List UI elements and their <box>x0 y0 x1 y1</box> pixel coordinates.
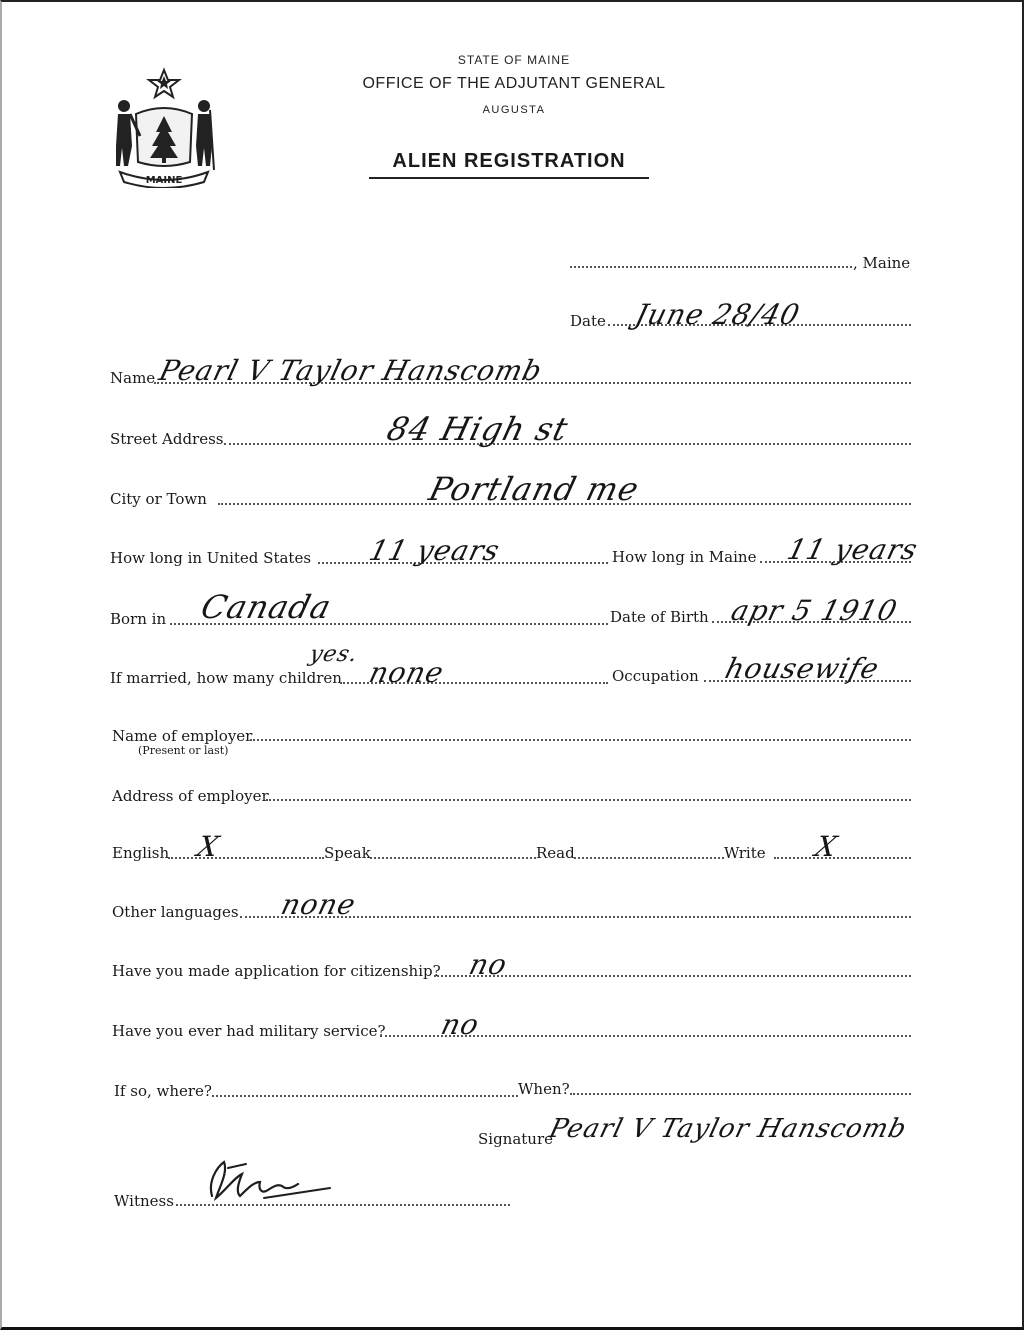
how-long-us-label: How long in United States <box>110 549 312 567</box>
name-label: Name <box>110 369 156 387</box>
header-office: OFFICE OF THE ADJUTANT GENERAL <box>362 75 666 92</box>
children-label: If married, how many children <box>110 669 342 687</box>
write-field-line <box>774 857 911 859</box>
date-of-birth-label: Date of Birth <box>610 608 709 626</box>
how-long-us-value: 11 years <box>365 534 504 567</box>
header-state: STATE OF MAINE <box>457 53 571 67</box>
street-field-line <box>224 443 911 445</box>
children-value: none <box>365 656 448 689</box>
speak-label: Speak <box>324 844 371 862</box>
date-of-birth-value: apr 5 1910 <box>727 594 901 627</box>
town-field-line <box>570 266 852 268</box>
witness-label: Witness <box>114 1192 174 1210</box>
header-city: AUGUSTA <box>482 104 546 116</box>
how-long-maine-label: How long in Maine <box>612 548 757 566</box>
other-languages-value: none <box>277 888 360 921</box>
if-so-where-label: If so, where? <box>114 1082 212 1100</box>
other-languages-label: Other languages <box>112 903 239 921</box>
occupation-label: Occupation <box>612 667 699 685</box>
maine-suffix-label: , Maine <box>853 254 911 272</box>
employer-note: (Present or last) <box>138 744 229 757</box>
english-value: X <box>193 830 224 863</box>
witness-signature-icon <box>198 1152 338 1208</box>
when-label: When? <box>518 1080 570 1098</box>
write-value: X <box>811 830 842 863</box>
where-field-line <box>212 1095 518 1097</box>
employer-address-label: Address of employer <box>112 787 269 805</box>
read-label: Read <box>536 844 575 862</box>
date-label: Date <box>570 312 606 330</box>
name-value: Pearl V Taylor Hanscomb <box>155 354 546 387</box>
city-value: Portland me <box>425 470 644 508</box>
english-label: English <box>112 844 170 862</box>
military-label: Have you ever had military service? <box>112 1022 386 1040</box>
employer-label: Name of employer <box>112 727 253 745</box>
citizenship-value: no <box>465 948 512 981</box>
when-field-line <box>570 1093 911 1095</box>
write-label: Write <box>724 844 766 862</box>
how-long-maine-value: 11 years <box>783 533 922 566</box>
street-value: 84 High st <box>383 410 573 448</box>
born-in-label: Born in <box>110 610 167 628</box>
read-field-line <box>574 857 724 859</box>
born-in-value: Canada <box>197 588 336 626</box>
signature-value: Pearl V Taylor Hanscomb <box>546 1114 910 1144</box>
signature-label: Signature <box>478 1130 554 1148</box>
speak-field-line <box>370 857 536 859</box>
date-value: June 28/40 <box>631 298 804 331</box>
married-value: yes. <box>306 642 361 667</box>
city-label: City or Town <box>110 490 207 508</box>
street-label: Street Address <box>110 430 224 448</box>
form-title: ALIEN REGISTRATION <box>369 150 649 179</box>
english-field-line <box>168 857 324 859</box>
military-value: no <box>437 1008 484 1041</box>
seal-banner-text: MAINE <box>145 175 183 186</box>
employer-field-line <box>250 739 911 741</box>
occupation-value: housewife <box>721 652 883 685</box>
employer-address-field-line <box>266 799 911 801</box>
citizenship-field-line <box>434 975 911 977</box>
citizenship-label: Have you made application for citizenship? <box>112 962 441 980</box>
